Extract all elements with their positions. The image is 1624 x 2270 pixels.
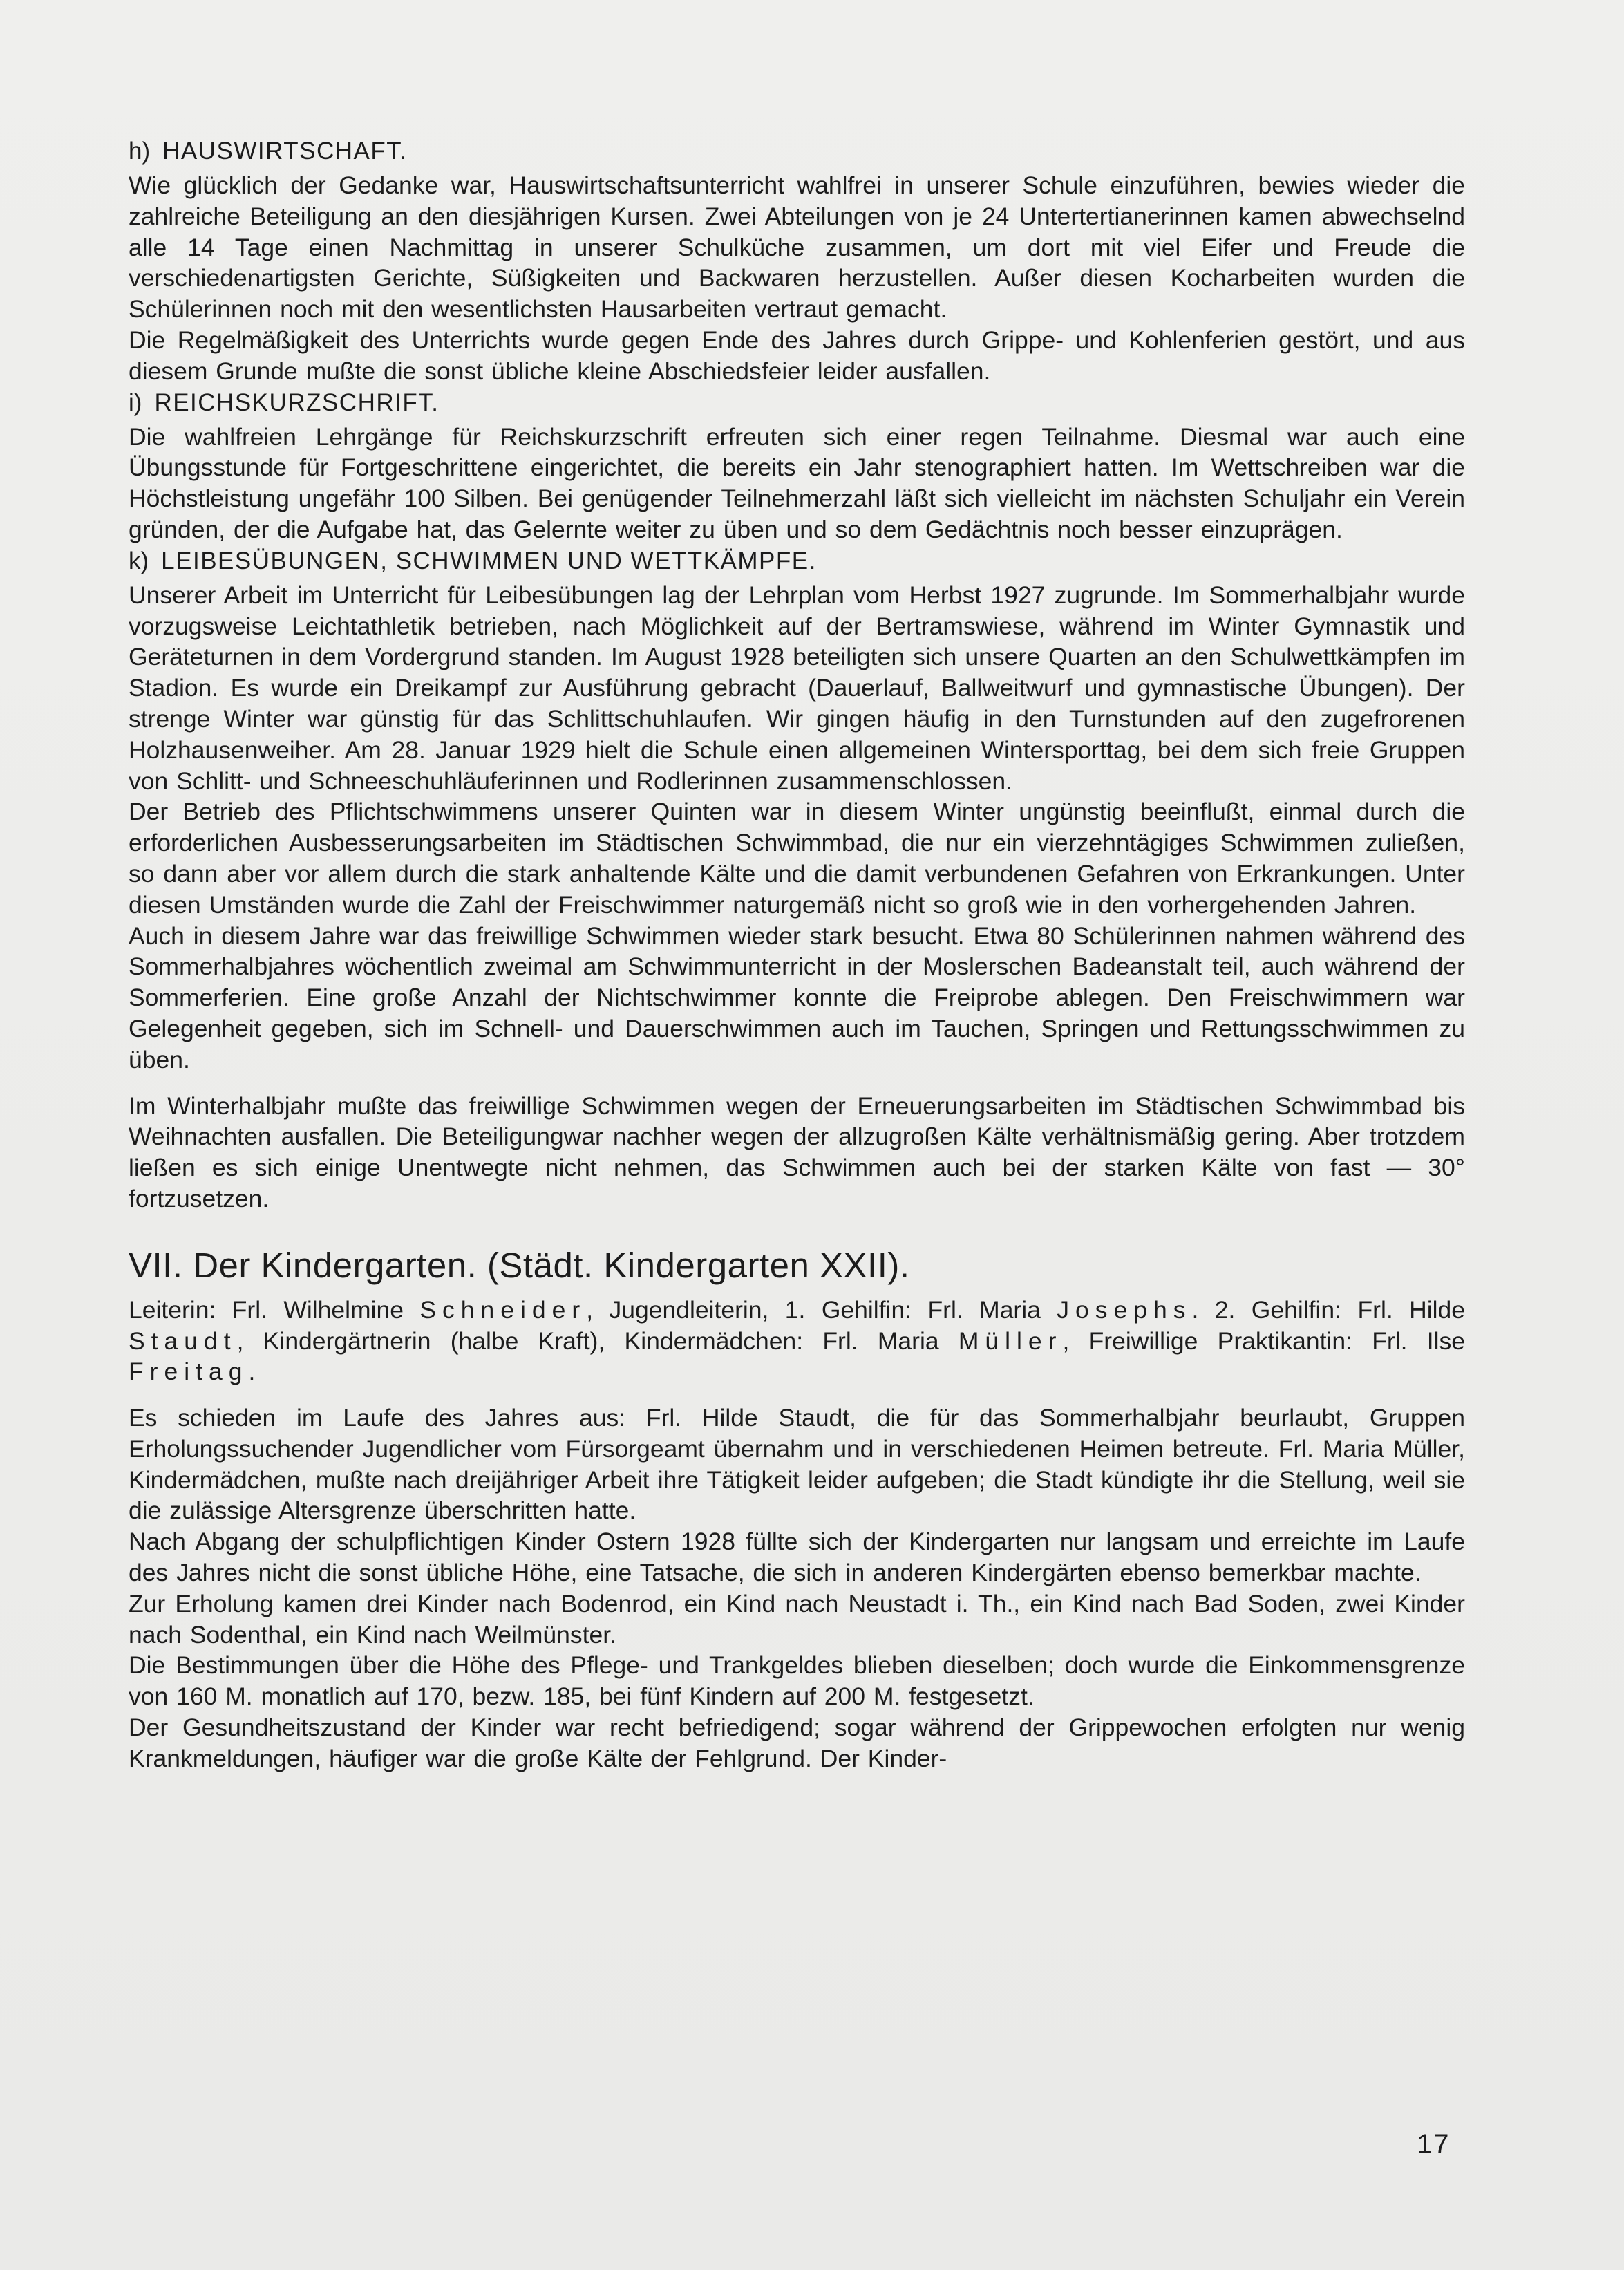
- staff-paragraph: [129, 1295, 1465, 1387]
- staff-text: , Jugendleiterin, 1. Gehilfin: Frl. Maria: [586, 1295, 1057, 1324]
- staff-text: Leiterin: Frl. Wilhelmine: [129, 1295, 420, 1324]
- section-label: h): [129, 138, 151, 165]
- paragraph: Auch in diesem Jahre war das freiwillige Schwimmen wieder stark besucht. Etwa 80 Schülerinnen nahmen während des Sommerhalbjahres wöchentlich zweimal am Schwimmunterricht in der Moslerschen Badeanstalt teil, auch während der Sommerferien. Eine große Anzahl der Nichtschwimmer konnte die Freiprobe ablegen. Den Freischwimmern war Gelegenheit gegeben, sich im Schnell- und Dauerschwimmen auch im Tauchen, Springen und Rettungsschwimmen zu üben.: [129, 921, 1465, 1073]
- staff-text: .: [248, 1358, 256, 1386]
- page-content: [129, 135, 1465, 1774]
- staff-name: Staudt: [129, 1326, 237, 1355]
- staff-name: Müller: [958, 1326, 1063, 1355]
- staff-text: . 2. Gehilfin: Frl. Hilde: [1191, 1295, 1466, 1324]
- paragraph: Wie glücklich der Gedanke war, Hauswirtschaftsunterricht wahlfrei in unserer Schule einzuführen, bewies wieder die zahlreiche Beteiligung an den diesjährigen Kursen. Zwei Abteilungen von je 24 Untertertianerinnen kamen abwechselnd alle 14 Tage einen Nachmittag in unserer Schulküche zusammen, um dort mit viel Eifer und Freude die verschiedenartigsten Gerichte, Süßigkeiten und Backwaren herzustellen. Außer diesen Kocharbeiten wurden die Schülerinnen noch mit den wesentlichsten Hausarbeiten vertraut gemacht.: [129, 171, 1465, 323]
- page-number: 17: [1417, 2129, 1451, 2159]
- paragraph: Nach Abgang der schulpflichtigen Kinder Ostern 1928 füllte sich der Kindergarten nur langsam und erreichte im Laufe des Jahres nicht die sonst übliche Höhe, eine Tatsache, die sich in anderen Kindergärten ebenso bemerkbar machte.: [129, 1528, 1465, 1587]
- paragraph: Die wahlfreien Lehrgänge für Reichskurzschrift erfreuten sich einer regen Teilnahme. Diesmal war auch eine Übungsstunde für Fortgeschrittene eingerichtet, die bereits ein Jahr stenographiert hatten. Im Wettschreiben war die Höchstleistung ungefähr 100 Silben. Bei genügender Teilnehmerzahl läßt sich vielleicht im nächsten Schuljahr ein Verein gründen, der die Aufgabe hat, das Gelernte weiter zu üben und so dem Gedächtnis noch besser einzuprägen.: [129, 422, 1465, 543]
- staff-text: , Freiwillige Praktikantin: Frl. Ilse: [1062, 1326, 1465, 1355]
- paragraph: Der Gesundheitszustand der Kinder war recht befriedigend; sogar während der Grippewochen erfolgten nur wenig Krankmeldungen, häufiger war die große Kälte der Fehlgrund. Der Kinder-: [129, 1714, 1465, 1772]
- section-title: HAUSWIRTSCHAFT.: [162, 138, 408, 165]
- paragraph: Unserer Arbeit im Unterricht für Leibesübungen lag der Lehrplan vom Herbst 1927 zugrunde. Im Sommerhalbjahr wurde vorzugsweise Leichtathletik betrieben, nach Möglichkeit auf der Bertramswiese, während im Winter Gymnastik und Geräteturnen in dem Vordergrund standen. Im August 1928 beteiligten sich unsere Quarten an den Schulwettkämpfen im Stadion. Es wurde ein Dreikampf zur Ausführung gebracht (Dauerlauf, Ballweitwurf und gymnastische Übungen). Der strenge Winter war günstig für das Schlittschuhlaufen. Wir gingen häufig in den Turnstunden auf den zugefrorenen Holzhausenweiher. Am 28. Januar 1929 hielt die Schule einen allgemeinen Wintersporttag, bei dem sich freie Gruppen von Schlitt- und Schneeschuhläuferinnen und Rodlerinnen zusammenschlossen.: [129, 581, 1465, 795]
- section-title: LEIBESÜBUNGEN, SCHWIMMEN UND WETTKÄMPFE.: [161, 547, 817, 574]
- staff-name: Freitag: [129, 1358, 249, 1386]
- section-heading-hauswirtschaft: [129, 135, 1465, 167]
- section-title: REICHSKURZSCHRIFT.: [154, 388, 440, 416]
- staff-name: Schneider: [419, 1295, 587, 1324]
- section-label: k): [129, 547, 149, 574]
- section-heading-reichskurzschrift: [129, 387, 1465, 419]
- staff-text: , Kindergärtnerin (halbe Kraft), Kindermädchen: Frl. Maria: [236, 1326, 959, 1355]
- paragraph: Die Bestimmungen über die Höhe des Pflege- und Trankgeldes blieben dieselben; doch wurde die Einkommensgrenze von 160 M. monatlich auf 170, bezw. 185, bei fünf Kindern auf 200 M. festgesetzt.: [129, 1651, 1465, 1711]
- paragraph: Zur Erholung kamen drei Kinder nach Bodenrod, ein Kind nach Neustadt i. Th., ein Kind nach Bad Soden, zwei Kinder nach Sodenthal, ein Kind nach Weilmünster.: [129, 1589, 1465, 1649]
- chapter-heading-kindergarten: VII. Der Kindergarten. (Städt. Kindergarten XXII).: [129, 1245, 910, 1285]
- paragraph: Die Regelmäßigkeit des Unterrichts wurde gegen Ende des Jahres durch Grippe- und Kohlenferien gestört, und aus diesem Grunde mußte die sonst übliche kleine Abschiedsfeier leider ausfallen.: [129, 326, 1465, 385]
- paragraph: Der Betrieb des Pflichtschwimmens unserer Quinten war in diesem Winter ungünstig beeinflußt, einmal durch die erforderlichen Ausbesserungsarbeiten im Städtischen Schwimmbad, die nur ein vierzehntägiges Schwimmen zuließen, so dann aber vor allem durch die stark anhaltende Kälte und die damit verbundenen Gefahren von Erkrankungen. Unter diesen Umständen wurde die Zahl der Freischwimmer naturgemäß nicht so groß wie in den vorhergehenden Jahren.: [129, 798, 1465, 919]
- section-heading-leibesuebungen: [129, 545, 1465, 577]
- paragraph: Im Winterhalbjahr mußte das freiwillige Schwimmen wegen der Erneuerungsarbeiten im Städtischen Schwimmbad bis Weihnachten ausfallen. Die Beteiligungwar nachher wegen der allzugroßen Kälte verhältnismäßig gering. Aber trotzdem ließen es sich einige Unentwegte nicht nehmen, das Schwimmen auch bei der starken Kälte von fast — 30° fortzusetzen.: [129, 1091, 1465, 1212]
- paragraph: Es schieden im Laufe des Jahres aus: Frl. Hilde Staudt, die für das Sommerhalbjahr beurlaubt, Gruppen Erholungssuchender Jugendlicher vom Fürsorgeamt übernahm und in verschiedenen Heimen betreute. Frl. Maria Müller, Kindermädchen, mußte nach dreijähriger Arbeit ihre Tätigkeit leider aufgeben; die Stadt kündigte ihr die Stellung, weil sie die zulässige Altersgrenze überschritten hatte.: [129, 1404, 1465, 1525]
- section-label: i): [129, 388, 142, 416]
- staff-name: Josephs: [1057, 1295, 1192, 1324]
